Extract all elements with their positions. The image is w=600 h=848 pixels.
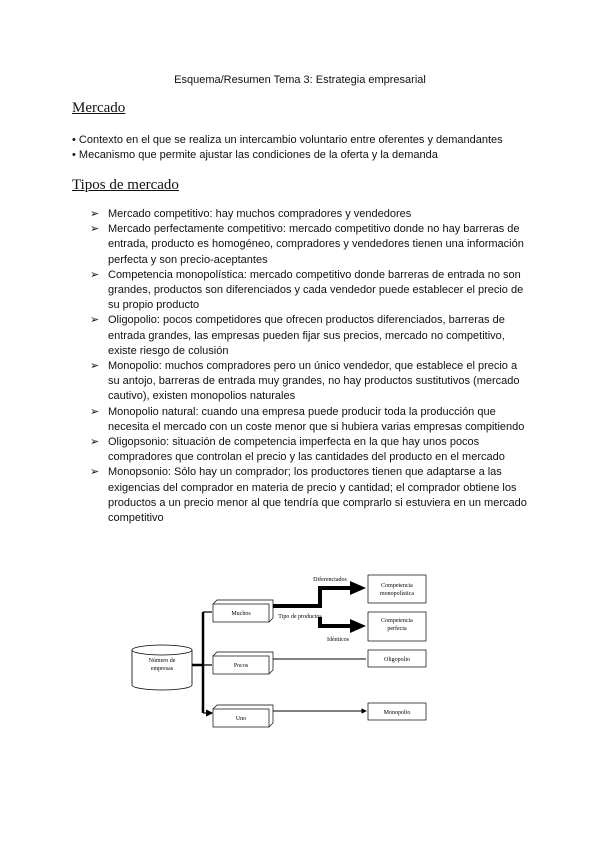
list-item-text: Monopsonio: Sólo hay un comprador; los productores tienen que adaptarse a las exigencias del comprador en materia de precio y cantidad; el comprador obtiene los productos a un precio menor al que tendría que comprarlo si estuviera en un mercado competitivo [108, 466, 527, 525]
list-item-text: Mercado competitivo: hay muchos compradores y vendedores [108, 208, 412, 220]
arrow-bullet-icon: ➢ [90, 436, 100, 449]
svg-text:Pocos: Pocos [233, 663, 249, 669]
document-title: Esquema/Resumen Tema 3: Estrategia empresarial [174, 74, 426, 86]
arrow-bullet-icon: ➢ [90, 223, 100, 236]
heading-tipos-mercado: Tipos de mercado [72, 177, 179, 193]
svg-text:monopolística: monopolística [380, 591, 414, 597]
list-item-text: Oligopolio: pocos competidores que ofrecen productos diferenciados, barreras de entrada grandes, las empresas pueden fijar sus precios, mercado no competitivo, existe riesgo de colusión [108, 314, 505, 357]
box-muchos [213, 600, 273, 622]
svg-text:perfecta: perfecta [387, 626, 407, 632]
arrow-bullet-icon: ➢ [90, 360, 100, 373]
box-uno [213, 705, 273, 727]
list-item-text: Monopolio: muchos compradores pero un único vendedor, que establece el precio a su antojo, barreras de entrada muy grandes, no hay productos sustitutivos (mercado cautivo), existen monopolios naturales [108, 360, 520, 403]
arrow-bullet-icon: ➢ [90, 405, 100, 418]
box-pocos [213, 652, 273, 674]
svg-text:empresas: empresas [150, 666, 174, 672]
list-item-text: Competencia monopolística: mercado competitivo donde barreras de entrada no son grandes, productos son diferenciados y cada vendedor puede establecer el precio de su propio producto [108, 268, 524, 312]
list-item-text: Monopolio natural: cuando una empresa puede producir toda la producción que necesita el mercado con un coste menor que si hubiera varias empresas compitiendo [108, 405, 525, 433]
svg-text:Competencia: Competencia [381, 583, 413, 589]
box-oligopolio [368, 650, 426, 667]
svg-text:Muchos: Muchos [231, 611, 251, 617]
arrow-bullet-icon: ➢ [90, 466, 100, 479]
number-of-firms-cylinder [132, 645, 192, 690]
box-monopolio [368, 703, 426, 720]
svg-text:Uno: Uno [235, 716, 247, 722]
mercado-point: • Mecanismo que permite ajustar las condiciones de la oferta y la demanda [72, 149, 438, 161]
svg-text:Número de: Número de [148, 658, 176, 664]
list-item-text: Oligopsonio: situación de competencia imperfecta en la que hay unos pocos compradores que controlan el precio y las cantidades del producto en el mercado [108, 436, 505, 464]
svg-text:Oligopolio: Oligopolio [383, 657, 411, 663]
arrow-bullet-icon: ➢ [90, 314, 100, 327]
list-item-text: Mercado perfectamente competitivo: mercado competitivo donde no hay barreras de entrada, producto es homogéneo, compradores y vendedores tienen una información perfecta y son precio-aceptantes [108, 223, 524, 266]
heading-mercado: Mercado [72, 100, 126, 116]
arrow-bullet-icon: ➢ [90, 268, 100, 281]
mercado-point: • Contexto en el que se realiza un intercambio voluntario entre oferentes y demandantes [72, 134, 503, 146]
svg-text:Tipo de productos: Tipo de productos [278, 614, 322, 620]
svg-text:Competencia: Competencia [381, 618, 413, 624]
svg-text:Idénticos: Idénticos [327, 637, 349, 643]
svg-text:Monopolio: Monopolio [383, 710, 411, 716]
box-competencia-monopolistica [368, 575, 426, 603]
arrow-bullet-icon: ➢ [90, 208, 100, 220]
svg-text:Diferenciados: Diferenciados [313, 577, 347, 583]
box-competencia-perfecta [368, 612, 426, 641]
